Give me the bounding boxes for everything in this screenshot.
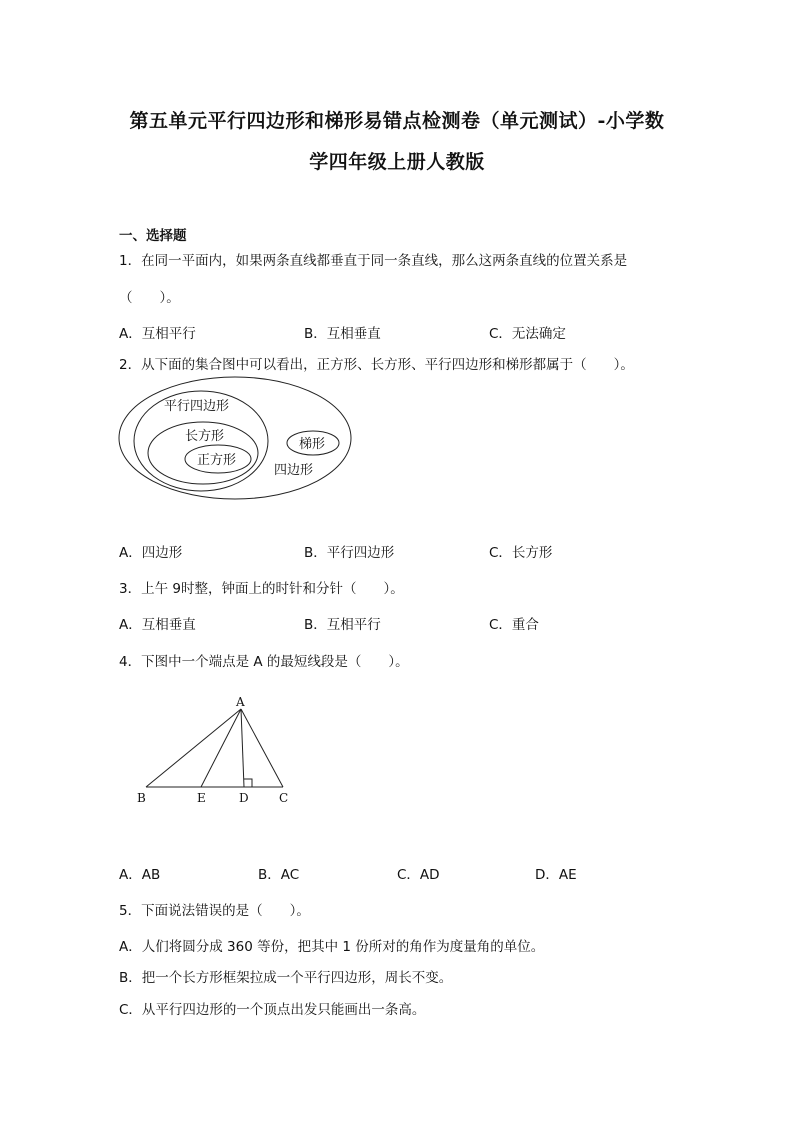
question-5-option-b: B．把一个长方形框架拉成一个平行四边形，周长不变。 (119, 970, 453, 986)
set-diagram (112, 372, 362, 502)
document-title-line-1: 第五单元平行四边形和梯形易错点检测卷（单元测试）-小学数 (129, 110, 665, 132)
question-4-option-d: D．AE (535, 867, 577, 883)
point-label-e: E (197, 791, 206, 805)
label-trapezoid: 梯形 (299, 437, 326, 452)
question-2-option-c: C．长方形 (489, 545, 553, 561)
question-1-option-a: A．互相平行 (119, 326, 196, 342)
label-rectangle: 长方形 (185, 429, 225, 444)
question-1-stem-continued: （ ）。 (119, 290, 180, 306)
label-parallelogram: 平行四边形 (164, 399, 230, 414)
segment-ab (146, 709, 241, 787)
question-3-stem: 3．上午 9时整，钟面上的时针和分针（ ）。 (119, 581, 404, 597)
question-5-stem: 5．下面说法错误的是（ ）。 (119, 903, 310, 919)
segment-ad (241, 709, 244, 787)
question-3-option-a: A．互相垂直 (119, 617, 196, 633)
label-quadrilateral: 四边形 (274, 463, 314, 478)
document-title-line-2: 学四年级上册人教版 (309, 151, 485, 173)
question-4-option-c: C．AD (397, 867, 440, 883)
label-square: 正方形 (197, 453, 237, 468)
point-label-c: C (279, 791, 289, 805)
segment-ac (241, 709, 283, 787)
point-label-a: A (236, 695, 245, 709)
question-3-option-b: B．互相平行 (304, 617, 381, 633)
segment-ae (201, 709, 241, 787)
question-3-option-c: C．重合 (489, 617, 539, 633)
question-1-option-b: B．互相垂直 (304, 326, 381, 342)
question-4-option-a: A．AB (119, 867, 161, 883)
question-1-stem: 1．在同一平面内，如果两条直线都垂直于同一条直线，那么这两条直线的位置关系是 (119, 253, 628, 269)
question-1-option-c: C．无法确定 (489, 326, 566, 342)
triangle-diagram (130, 692, 300, 810)
question-2-stem: 2．从下面的集合图中可以看出，正方形、长方形、平行四边形和梯形都属于（ ）。 (119, 357, 634, 373)
question-5-option-a: A．人们将圆分成 360 等份，把其中 1 份所对的角作为度量角的单位。 (119, 939, 545, 955)
right-angle-mark (244, 779, 252, 787)
question-2-option-a: A．四边形 (119, 545, 183, 561)
question-5-option-c: C．从平行四边形的一个顶点出发只能画出一条高。 (119, 1002, 426, 1018)
question-2-option-b: B．平行四边形 (304, 545, 395, 561)
question-4-option-b: B．AC (258, 867, 300, 883)
point-label-b: B (137, 791, 146, 805)
point-label-d: D (239, 791, 249, 805)
section-heading: 一、选择题 (119, 228, 187, 244)
question-4-stem: 4．下图中一个端点是 A 的最短线段是（ ）。 (119, 654, 409, 670)
